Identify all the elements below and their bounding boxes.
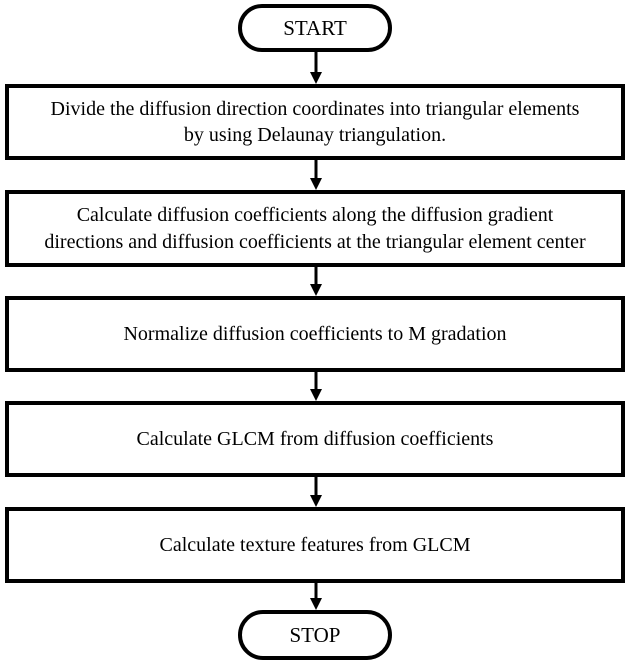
step-calculate-glcm bbox=[5, 401, 625, 477]
arrowhead-step-2 bbox=[310, 178, 322, 190]
stop-label: STOP bbox=[289, 622, 341, 647]
start-label: START bbox=[283, 15, 347, 40]
arrowhead-step-1 bbox=[310, 72, 322, 84]
step-normalize-coefficients bbox=[5, 296, 625, 372]
step-2-label: Calculate diffusion coefficients along the diffusion gradient directions and diffusion coefficients at the triangular element center bbox=[44, 204, 586, 253]
step-3-label: Normalize diffusion coefficients to M gradation bbox=[123, 322, 507, 345]
stop-terminal bbox=[238, 610, 392, 660]
step-5-label: Calculate texture features from GLCM bbox=[159, 533, 471, 556]
step-calculate-texture-features bbox=[5, 507, 625, 583]
step-calculate-diffusion-coefficients bbox=[5, 190, 625, 267]
step-1-label: Divide the diffusion direction coordinates into triangular elements by using Delaunay triangulation. bbox=[50, 97, 580, 146]
arrowhead-step-4 bbox=[310, 389, 322, 401]
start-terminal bbox=[238, 4, 392, 52]
arrowhead-stop bbox=[310, 598, 322, 610]
step-4-label: Calculate GLCM from diffusion coefficients bbox=[136, 427, 494, 450]
arrowhead-step-5 bbox=[310, 495, 322, 507]
arrowhead-step-3 bbox=[310, 284, 322, 296]
step-divide-triangular-elements bbox=[5, 84, 625, 160]
